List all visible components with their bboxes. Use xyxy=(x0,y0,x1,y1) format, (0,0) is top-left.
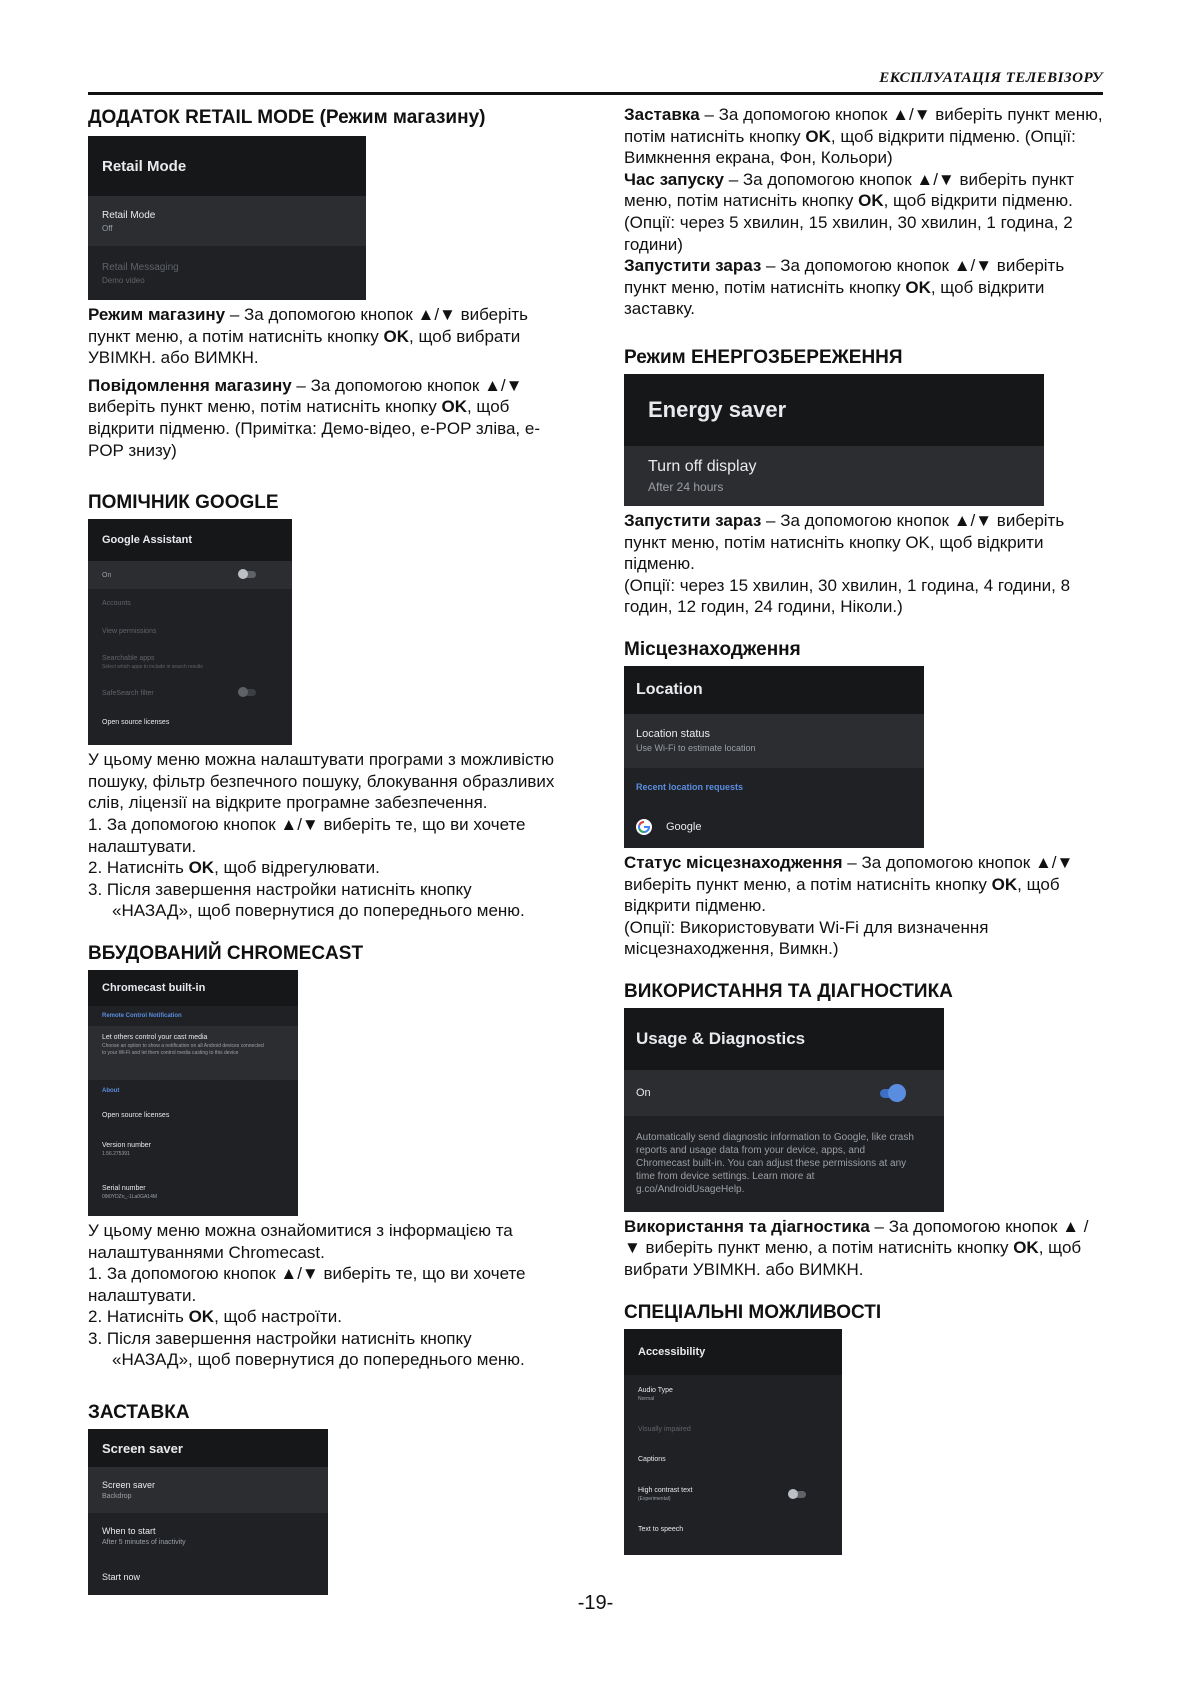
ok-key: OK xyxy=(188,858,215,878)
chromecast-shot-serial xyxy=(88,1170,298,1216)
location-paragraph xyxy=(624,852,1110,917)
google-shot-licenses-label: Open source licenses xyxy=(102,718,170,726)
start-time-paragraph xyxy=(624,169,1110,255)
accessibility-screenshot xyxy=(624,1329,842,1555)
usage-text: – За допомогою кнопок ▲ / ▼ виберіть пункт меню, а потім натисніть кнопку xyxy=(624,1216,1089,1258)
energy-options: (Опції: через 15 хвилин, 30 хвилин, 1 година, 4 години, 8 годин, 12 годин, 24 години, Ніколи.) xyxy=(624,575,1071,617)
energy-text: – За допомогою кнопок ▲/▼ виберіть пункт меню, потім натисніть кнопку OK, щоб відкрити підменю. xyxy=(624,510,1065,574)
energy-shot-title: Energy saver xyxy=(624,374,1044,446)
retail-messaging-paragraph xyxy=(88,375,574,461)
usage-heading: ВИКОРИСТАННЯ ТА ДІАГНОСТИКА xyxy=(624,980,953,1002)
start-now-text: – За допомогою кнопок ▲/▼ виберіть пункт меню, потім натисніть кнопку xyxy=(624,256,1065,297)
location-shot-google-label: Google xyxy=(666,820,702,833)
usage-shot-description: Automatically send diagnostic information to Google, like crash reports and usage data from your device, apps, and Chromecast built-in. You can adjust these permissions at any time from device settings. Learn more at g.co/AndroidUsageHelp. xyxy=(636,1132,914,1196)
ok-key: OK xyxy=(905,277,931,297)
location-shot-status-label: Location status xyxy=(636,728,710,741)
chromecast-step-1: 1. За допомогою кнопок ▲/▼ виберіть те, що ви хочете налаштувати. xyxy=(88,1264,526,1305)
ok-key: OK xyxy=(858,191,884,211)
chromecast-heading: ВБУДОВАНИЙ CHROMECAST xyxy=(88,942,364,964)
google-step-2-end: , щоб відрегулювати. xyxy=(214,858,380,878)
usage-term: Використання та діагностика xyxy=(624,1216,870,1236)
screensaver-shot-row-saver xyxy=(88,1467,328,1513)
location-heading: Місцезнаходження xyxy=(624,638,801,660)
energy-shot-display-value: After 24 hours xyxy=(648,479,724,494)
google-shot-row-safesearch xyxy=(88,679,292,707)
google-heading: ПОМІЧНИК GOOGLE xyxy=(88,492,279,514)
energy-saver-screenshot xyxy=(624,374,1044,506)
retail-mode-paragraph xyxy=(88,304,574,369)
accessibility-shot-contrast-sub: (Experimental) xyxy=(638,1496,671,1503)
usage-paragraph xyxy=(624,1216,1110,1281)
location-text: – За допомогою кнопок ▲/▼ виберіть пункт меню, а потім натисніть кнопку xyxy=(624,852,1074,894)
accessibility-shot-audio-label: Audio Type xyxy=(638,1387,673,1395)
energy-paragraph xyxy=(624,510,1110,575)
screensaver-shot-title: Screen saver xyxy=(88,1429,328,1467)
location-shot-row-status xyxy=(624,714,924,768)
chromecast-step-3: 3. Після завершення настройки натисніть кнопку xyxy=(88,1328,472,1348)
google-step-3-cont: «НАЗАД», щоб повернутися до попереднього меню. xyxy=(112,901,525,921)
screensaver-text: – За допомогою кнопок ▲/▼ виберіть пункт меню, потім натисніть кнопку xyxy=(624,105,1103,146)
google-step-1: 1. За допомогою кнопок ▲/▼ виберіть те, що ви хочете налаштувати. xyxy=(88,814,526,856)
google-shot-searchable-label: Searchable apps xyxy=(102,654,155,662)
retail-messaging-text-end: , щоб відкрити підменю. (Примітка: Демо-відео, e-POP зліва, e-POP знизу) xyxy=(88,397,540,460)
chromecast-shot-let-others-sub: Choose an option to show a notification on all Android devices connected to your Wi-Fi and let them control media casting to this device xyxy=(102,1042,264,1056)
retail-heading: ДОДАТОК RETAIL MODE (Режим магазину) xyxy=(88,107,486,128)
google-shot-title: Google Assistant xyxy=(88,519,292,561)
page-number: -19- xyxy=(577,1592,614,1614)
toggle-knob-icon xyxy=(888,1084,906,1102)
accessibility-shot-tts-label: Text to speech xyxy=(638,1526,684,1534)
retail-shot-row-mode xyxy=(88,196,366,246)
screensaver-screenshot xyxy=(88,1429,328,1595)
chromecast-shot-version-value: 1.56.275391 xyxy=(102,1151,130,1158)
location-shot-title: Location xyxy=(624,666,924,714)
chromecast-shot-let-others-label: Let others control your cast media xyxy=(102,1033,208,1041)
retail-shot-row-messaging xyxy=(88,246,366,300)
usage-shot-row-on xyxy=(624,1070,944,1116)
accessibility-shot-row-audio xyxy=(624,1375,842,1415)
accessibility-shot-contrast-label: High contrast text xyxy=(638,1487,693,1495)
location-screenshot xyxy=(624,666,924,848)
accessibility-shot-captions-label: Captions xyxy=(638,1456,666,1464)
google-shot-on-label: On xyxy=(102,571,112,579)
google-shot-row-permissions xyxy=(88,617,292,645)
start-time-term: Час запуску xyxy=(624,169,724,189)
chromecast-screenshot xyxy=(88,970,298,1216)
energy-term: Запустити зараз xyxy=(624,510,762,530)
start-time-text-end: , щоб відкрити підменю. (Опції: через 5 хвилин, 15 хвилин, 30 хвилин, 1 година, 2 години) xyxy=(624,191,1073,254)
energy-heading: Режим ЕНЕРГОЗБЕРЕЖЕННЯ xyxy=(624,346,903,368)
google-shot-searchable-sub: Select which apps to include in search results xyxy=(102,663,203,670)
accessibility-shot-row-visually xyxy=(624,1415,842,1445)
location-text-end: , щоб відкрити підменю. xyxy=(624,874,1060,916)
running-head: ЕКСПЛУАТАЦІЯ ТЕЛЕВІЗОРУ xyxy=(879,70,1103,86)
usage-screenshot xyxy=(624,1008,944,1212)
header-rule xyxy=(88,92,1103,95)
google-step-3: 3. Після завершення настройки натисніть кнопку xyxy=(88,879,472,899)
chromecast-shot-let-others xyxy=(88,1026,298,1080)
chromecast-step-2-end: , щоб настроїти. xyxy=(214,1307,343,1327)
retail-shot-title: Retail Mode xyxy=(88,136,366,196)
energy-shot-row-display xyxy=(624,446,1044,506)
chromecast-shot-title: Chromecast built-in xyxy=(88,970,298,1006)
chromecast-intro: У цьому меню можна ознайомитися з інформацією та налаштуваннями Chromecast. xyxy=(88,1220,513,1262)
google-shot-accounts-label: Accounts xyxy=(102,599,131,607)
toggle-knob-icon xyxy=(788,1489,798,1499)
retail-shot-row-mode-value: Off xyxy=(102,223,113,233)
screensaver-text-end: , щоб відкрити підменю. (Опції: Вимкнення екрана, Фон, Кольори) xyxy=(624,126,1076,168)
google-shot-row-on xyxy=(88,561,292,589)
google-shot-safesearch-label: SafeSearch filter xyxy=(102,689,154,697)
chromecast-shot-about-label: About xyxy=(102,1087,120,1094)
accessibility-shot-row-contrast xyxy=(624,1475,842,1515)
chromecast-shot-version xyxy=(88,1130,298,1170)
chromecast-step-2 xyxy=(88,1306,574,1328)
chromecast-shot-version-label: Version number xyxy=(102,1142,152,1150)
location-shot-row-google xyxy=(624,806,924,848)
energy-shot-display-label: Turn off display xyxy=(648,457,757,475)
retail-mode-text-end: , щоб вибрати УВІМКН. або ВИМКН. xyxy=(88,326,521,368)
google-shot-row-accounts xyxy=(88,589,292,617)
chromecast-shot-serial-label: Serial number xyxy=(102,1185,146,1193)
chromecast-shot-remote xyxy=(88,1006,298,1026)
google-intro: У цьому меню можна налаштувати програми з можливістю пошуку, фільтр безпечного пошуку, блокування образливих слів, ліцензії на відкрите програмне забезпечення. xyxy=(88,750,555,813)
screensaver-heading: ЗАСТАВКА xyxy=(88,1402,190,1424)
screensaver-shot-row-start xyxy=(88,1559,328,1595)
chromecast-step-3-cont: «НАЗАД», щоб повернутися до попереднього меню. xyxy=(112,1350,525,1370)
chromecast-shot-about xyxy=(88,1080,298,1102)
retail-mode-screenshot xyxy=(88,136,366,300)
chromecast-step-2-text: 2. Натисніть xyxy=(88,1307,189,1327)
google-step-2-text: 2. Натисніть xyxy=(88,858,189,878)
screensaver-shot-saver-label: Screen saver xyxy=(102,1480,156,1491)
usage-shot-on-label: On xyxy=(636,1086,651,1099)
google-assistant-screenshot xyxy=(88,519,292,745)
location-shot-recent-label: Recent location requests xyxy=(636,781,744,792)
chromecast-shot-licenses xyxy=(88,1102,298,1130)
retail-shot-row-messaging-value: Demo video xyxy=(102,275,145,285)
start-now-term: Запустити зараз xyxy=(624,256,762,276)
screensaver-paragraph xyxy=(624,104,1110,169)
accessibility-shot-visually-label: Visually impaired xyxy=(638,1426,691,1434)
accessibility-shot-row-captions xyxy=(624,1445,842,1475)
ok-key: OK xyxy=(188,1307,215,1327)
usage-shot-title: Usage & Diagnostics xyxy=(624,1008,944,1070)
usage-shot-desc-row xyxy=(624,1116,944,1212)
accessibility-shot-audio-value: Normal xyxy=(638,1396,655,1403)
google-shot-permissions-label: View permissions xyxy=(102,627,157,635)
retail-mode-text: – За допомогою кнопок ▲/▼ виберіть пункт меню, а потім натисніть кнопку xyxy=(88,305,529,346)
usage-text-end: , щоб вибрати УВІМКН. або ВИМКН. xyxy=(624,1238,1082,1280)
ok-key: OK xyxy=(1013,1238,1039,1258)
ok-key: OK xyxy=(441,397,467,417)
start-now-paragraph xyxy=(624,255,1110,320)
right-column xyxy=(624,104,1110,1555)
screensaver-shot-saver-value: Backdrop xyxy=(102,1493,132,1501)
screensaver-term: Заставка xyxy=(624,105,700,124)
ok-key: OK xyxy=(991,874,1018,894)
accessibility-shot-title: Accessibility xyxy=(624,1329,842,1375)
google-step-2 xyxy=(88,857,574,879)
ok-key: OK xyxy=(383,326,410,346)
left-column xyxy=(88,104,574,1595)
retail-mode-term: Режим магазину xyxy=(88,305,226,324)
location-shot-status-value: Use Wi-Fi to estimate location xyxy=(636,743,756,754)
retail-messaging-text: – За допомогою кнопок ▲/▼ виберіть пункт меню, потім натисніть кнопку xyxy=(88,375,523,417)
start-time-text: – За допомогою кнопок ▲/▼ виберіть пункт меню, потім натисніть кнопку xyxy=(624,169,1075,211)
chromecast-shot-licenses-label: Open source licenses xyxy=(102,1112,170,1120)
screensaver-shot-row-when xyxy=(88,1513,328,1559)
google-shot-row-searchable xyxy=(88,645,292,679)
accessibility-heading: СПЕЦІАЛЬНІ МОЖЛИВОСТІ xyxy=(624,1301,882,1323)
google-g-icon xyxy=(636,819,652,835)
screensaver-shot-when-value: After 5 minutes of inactivity xyxy=(102,1539,186,1547)
start-now-text-end: , щоб відкрити заставку. xyxy=(624,277,1045,319)
location-term: Статус місцезнаходження xyxy=(624,852,843,872)
retail-messaging-term: Повідомлення магазину xyxy=(88,375,292,395)
location-options: (Опції: Використовувати Wi-Fi для визначення місцезнаходження, Вимкн.) xyxy=(624,917,989,959)
chromecast-shot-serial-value: 09t0YDZn_-1La0GA14M xyxy=(102,1194,158,1201)
google-shot-row-licenses xyxy=(88,707,292,737)
retail-shot-row-messaging-title: Retail Messaging xyxy=(102,261,179,273)
chromecast-shot-remote-label: Remote Control Notification xyxy=(102,1012,182,1019)
accessibility-shot-row-tts xyxy=(624,1515,842,1545)
screensaver-shot-start-label: Start now xyxy=(102,1572,141,1583)
ok-key: OK xyxy=(805,126,831,146)
location-shot-row-recent xyxy=(624,768,924,806)
retail-shot-row-mode-title: Retail Mode xyxy=(102,209,156,221)
screensaver-shot-when-label: When to start xyxy=(102,1526,156,1537)
